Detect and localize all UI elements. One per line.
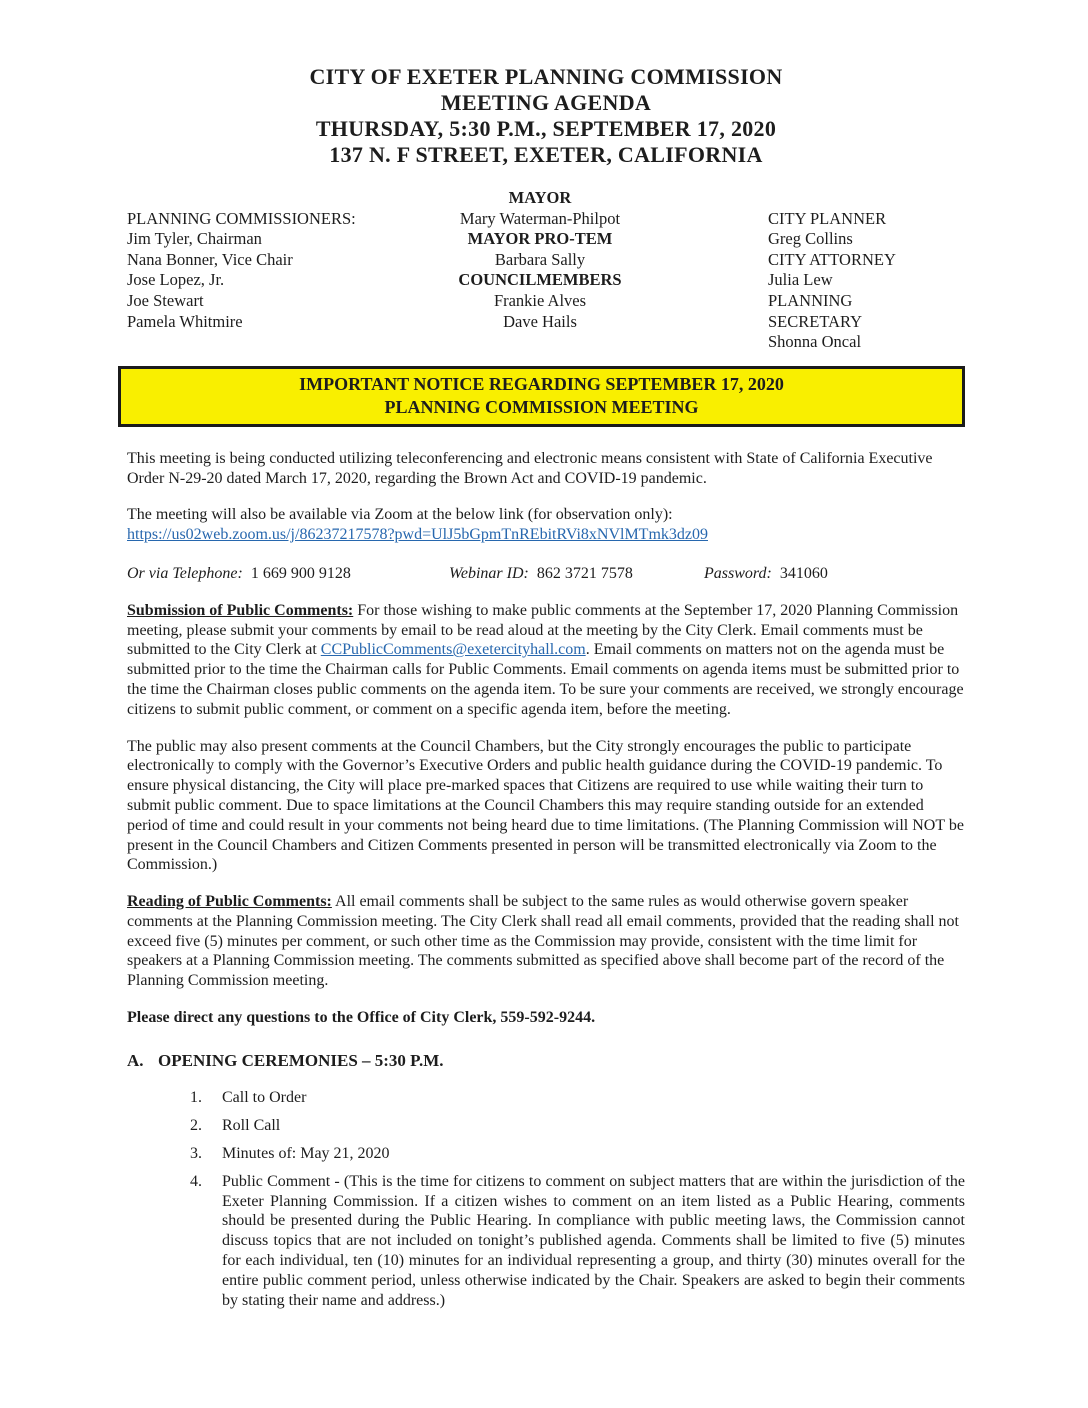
reading-paragraph (127, 892, 965, 991)
planning-secretary-title: PLANNING (768, 290, 853, 310)
submission-heading: Submission of Public Comments: (127, 601, 354, 619)
commissioner-name: Joe Stewart (127, 290, 204, 310)
public-comments-email-link[interactable]: CCPublicComments@exetercityhall.com (320, 641, 586, 659)
notice-line-1: IMPORTANT NOTICE REGARDING SEPTEMBER 17, 2020 (299, 373, 784, 394)
webinar-id-label: Webinar ID: (449, 564, 529, 582)
webinar-id-value: 862 3721 7578 (536, 564, 633, 582)
commissioner-name: Pamela Whitmire (127, 311, 243, 331)
commissioners-header: PLANNING COMMISSIONERS: (127, 208, 356, 228)
zoom-availability-line: The meeting will also be available via Zoom at the below link (for observation only): (127, 506, 673, 524)
officials-block (127, 188, 965, 353)
mayor-pro-tem-title: MAYOR PRO-TEM (467, 229, 613, 249)
item-text: Call to Order (222, 1088, 307, 1106)
title-line-address: 137 N. F STREET, EXETER, CALIFORNIA (329, 142, 763, 167)
reading-heading: Reading of Public Comments: (127, 893, 332, 911)
agenda-item-call-to-order (190, 1088, 965, 1108)
section-a-heading (127, 1050, 965, 1071)
councilmembers-title: COUNCILMEMBERS (458, 270, 622, 290)
commissioner-name: Jose Lopez, Jr. (127, 270, 225, 290)
password-info (704, 564, 828, 584)
councilmember-name: Frankie Alves (493, 290, 587, 310)
agenda-list (127, 1088, 965, 1311)
item-text: Public Comment - (This is the time for citizens to comment on subject matters that are within the jurisdiction of the Exeter Planning Commission. If a citizen wishes to comment on an item listed as a Public Hearing, comments should be presented during the Public Hearing. In compliance with public meeting laws, the Commission cannot discuss topics that are not included on tonight’s published agenda. Comments shall be limited to five (5) minutes for each individual, ten (10) minutes for an individual representing a group, and thirty (30) minutes overall for the entire public comment period, unless otherwise indicated by the Chair. Speakers are asked to begin their comments by stating their name and address.) (222, 1172, 965, 1309)
notice-line-2: PLANNING COMMISSION MEETING (384, 396, 699, 417)
agenda-item-minutes (190, 1144, 965, 1164)
chambers-paragraph: The public may also present comments at the Council Chambers, but the City strongly encourages the public to participate electronically to comply with the Governor’s Executive Orders and public health guidance during the COVID-19 pandemic. To ensure physical distancing, the City will place pre-marked spaces that Citizens are required to use while waiting their turn to submit public comment. Due to space limitations at the Council Chambers this may require standing outside for an extended period of time and could result in your comments not being heard due to time limitations. (The Planning Commission will NOT be present in the Council Chambers and Citizen Comments presented in person will be transmitted electronically via Zoom to the Commission.) (127, 737, 964, 874)
city-attorney-name: Julia Lew (768, 270, 833, 290)
teleconference-paragraph: This meeting is being conducted utilizing teleconferencing and electronic means consistent with State of California Executive Order N-29-20 dated March 17, 2020, regarding the Brown Act and COVID-19 pandemic. (127, 449, 933, 487)
dial-in-row (127, 564, 965, 584)
city-planner-title: CITY PLANNER (768, 208, 887, 228)
reading-text: All email comments shall be subject to the same rules as would otherwise govern speaker comments at the Planning Commission meeting. The City Clerk shall read all email comments, provided that the reading shall not exceed five (5) minutes per comment, or such other time as the Commission may provide, consistent with the time limit for speakers at a Planning Commission meeting. The comments submitted as specified above shall become part of the record of the Planning Commission meeting. (127, 893, 959, 990)
planning-secretary-name: Shonna Oncal (768, 332, 862, 352)
password-value: 341060 (779, 564, 828, 582)
password-label: Password: (704, 564, 772, 582)
zoom-availability-block (127, 505, 965, 545)
councilmember-name: Dave Hails (503, 311, 577, 331)
item-number: 4. (190, 1172, 202, 1190)
submission-text-before-email: For those wishing to make public comments at the September 17, 2020 Planning Commission meeting, please submit your comments by email to be read aloud at the meeting by the City Clerk. Email comments must be submitted to the City Clerk at (127, 601, 959, 659)
commissioner-name: Jim Tyler, Chairman (127, 229, 262, 249)
agenda-item-public-comment (190, 1172, 965, 1311)
submission-paragraph (127, 601, 965, 720)
document-header (127, 64, 965, 168)
questions-line: Please direct any questions to the Office of City Clerk, 559-592-9244. (127, 1009, 596, 1027)
item-text: Minutes of: May 21, 2020 (222, 1144, 390, 1162)
telephone-label: Or via Telephone: (127, 564, 243, 582)
title-line-datetime: THURSDAY, 5:30 P.M., SEPTEMBER 17, 2020 (315, 116, 777, 141)
planning-commissioners-column (127, 209, 407, 353)
commissioner-name: Nana Bonner, Vice Chair (127, 249, 293, 269)
mayor-pro-tem-name: Barbara Sally (494, 249, 586, 269)
city-attorney-title: CITY ATTORNEY (768, 249, 896, 269)
mayor-title: MAYOR (508, 188, 572, 207)
title-line-commission: CITY OF EXETER PLANNING COMMISSION (309, 64, 783, 89)
city-planner-name: Greg Collins (768, 229, 853, 249)
item-number: 2. (190, 1116, 202, 1134)
item-number: 3. (190, 1144, 202, 1162)
title-line-agenda: MEETING AGENDA (440, 90, 652, 115)
planning-secretary-title: SECRETARY (768, 311, 863, 331)
mayor-name: Mary Waterman-Philpot (459, 208, 621, 228)
item-number: 1. (190, 1088, 202, 1106)
telephone-number: 1 669 900 9128 (250, 564, 351, 582)
council-column (407, 188, 673, 353)
item-text: Roll Call (222, 1116, 281, 1134)
telephone-info (127, 564, 449, 584)
zoom-meeting-link[interactable]: https://us02web.zoom.us/j/86237217578?pwd=UlJ5bGpmTnREbitRVi8xNVlMTmk3dz09 (127, 526, 708, 544)
submission-text-after-email: . Email comments on matters not on the agenda must be submitted prior to the time the Chairman calls for Public Comments. Email comments on agenda items must be submitted prior to the time the Chairman closes public comments on the agenda item. To be sure your comments are received, we strongly encourage citizens to submit public comment, or comment on a specific agenda item, before the meeting. (127, 641, 964, 718)
staff-column (673, 209, 965, 353)
important-notice-banner (118, 366, 965, 427)
section-title: OPENING CEREMONIES – 5:30 P.M. (158, 1050, 444, 1070)
agenda-item-roll-call (190, 1116, 965, 1136)
section-letter: A. (127, 1050, 144, 1070)
webinar-id-info (449, 564, 704, 584)
